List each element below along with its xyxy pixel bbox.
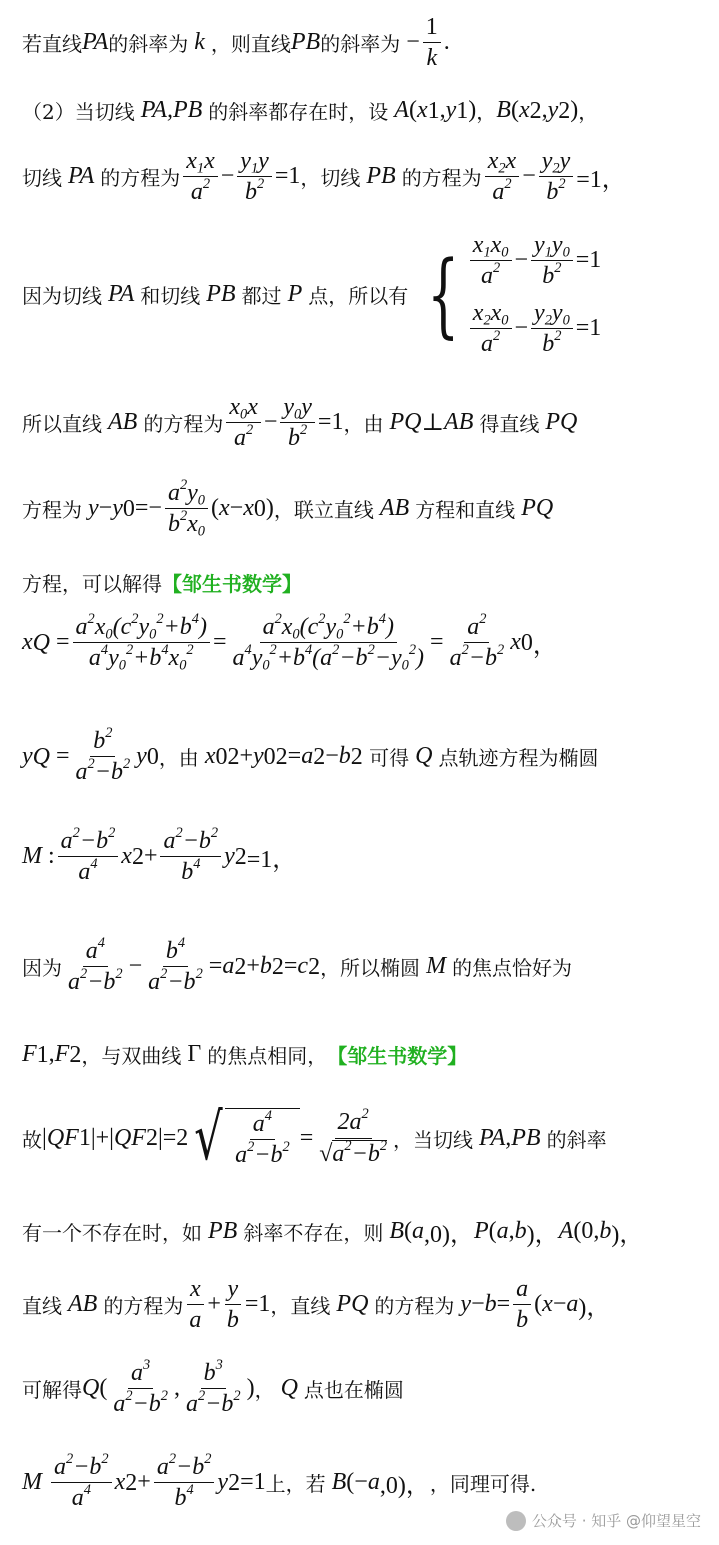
- text: 可得: [369, 746, 410, 771]
- fraction: $\frac{a^2-b^2}{b^4}$: [160, 828, 221, 886]
- text: ，直线: [270, 1294, 331, 1319]
- fraction: $\frac{a^2x_0(c^2y_0^2+b^4)}{a^4y_0^2+b^4(a^2-b^2-y_0^2)}$: [232, 611, 425, 674]
- line-7: [22, 568, 302, 597]
- text: 切线: [22, 166, 62, 191]
- text: 点，所以有: [308, 284, 409, 309]
- line-9: y Q = $\frac{b^2}{a^2-b^2}$ y 0 ，由 x 0 2 + y 0 2 = a 2 − b 2 可得 Q 点轨迹方程为椭圆: [22, 725, 599, 786]
- text: 的焦点恰好为: [452, 956, 573, 981]
- line-3: 切线 PA 的方程为 $\frac{x_1x}{a^2}$ − $\frac{y_1y}{b^2}$ =1 ，切线 PB 的方程为 $\frac{x_2x}{a^2}$ − $\frac{y_2y}{b^2}$ =1，: [22, 148, 626, 206]
- text: 因为切线: [22, 284, 102, 309]
- text: 的斜率都存在时，设: [208, 100, 389, 124]
- line-15: 直线 AB 的方程为 $\frac{x}{a}$ + $\frac{y}{b}$ =1 ，直线 PQ 的方程为 y − b = $\frac{a}{b}$ ( x − a )，: [22, 1276, 611, 1334]
- text: 的方程为: [401, 166, 482, 191]
- fraction: $\frac{x_0x}{a^2}$: [226, 394, 261, 452]
- text: 所以直线: [22, 412, 102, 437]
- fraction: $\frac{y_2y}{b^2}$: [539, 148, 574, 206]
- text: ，同理可得.: [429, 1472, 537, 1497]
- equation-system: { $\frac{x_1x_0}{a^2}$ − $\frac{y_1y_0}{b^2}$ =1 $\frac{x_2x_0}{a^2}$ − $\frac{y_2y_0}{b^2}$ =1: [427, 232, 602, 358]
- fraction: $\frac{a^2-b^2}{b^4}$: [154, 1454, 215, 1512]
- text: 都过: [241, 284, 282, 309]
- line-17: M $\frac{a^2-b^2}{a^4}$ x 2 + $\frac{a^2-b^2}{b^4}$ y 2 =1 上，若 B (− a ,0)， ，同理可得.: [22, 1451, 537, 1512]
- text: 和切线: [140, 284, 201, 309]
- text: 的斜率: [546, 1127, 607, 1152]
- text: 的斜率为: [320, 32, 401, 57]
- fraction: $\frac{a^4}{a^2-b^2}$: [68, 935, 123, 996]
- fraction: $\frac{a^2}{a^2-b^2}$: [449, 611, 505, 672]
- text: 因为: [22, 956, 62, 981]
- text: 的方程为: [100, 166, 181, 191]
- fraction: $\frac{y}{b}$: [224, 1276, 242, 1334]
- text: ，由: [158, 746, 199, 771]
- fraction: $\frac{b^4}{a^2-b^2}$: [148, 935, 203, 996]
- fraction: $\frac{b^2}{a^2-b^2}$: [75, 725, 131, 786]
- text: 直线: [22, 1294, 62, 1319]
- fraction: $\frac{y_0y}{b^2}$: [280, 394, 315, 452]
- line-13: 故 | QF 1 |+| QF 2 |=2 √ $\frac{a^4}{a^2-b^2}$ = $\frac{2a^2}{√a^2-b^2}$ ，当切线 PA,PB 的斜率: [22, 1101, 607, 1175]
- text: 可解得: [22, 1378, 82, 1403]
- line-16: 可解得 Q ( $\frac{a^3}{a^2-b^2}$ , $\frac{b^3}{a^2-b^2}$ ) ， Q 点也在椭圆: [22, 1357, 404, 1418]
- fraction: $\frac{b^3}{a^2-b^2}$: [185, 1357, 241, 1418]
- text: ，则直线: [210, 32, 291, 57]
- text: 点轨迹方程为椭圆: [438, 746, 599, 771]
- text: 的斜率为: [108, 32, 189, 57]
- text: 有一个不存在时，如: [22, 1221, 202, 1245]
- text: 斜率不存在，则: [243, 1221, 384, 1245]
- line-4: 因为切线 PA 和切线 PB 都过 P 点，所以有 { $\frac{x_1x_0}{a^2}$ − $\frac{y_1y_0}{b^2}$ =1 $\frac{x_2x_0}{a^2}$ − $\frac{y_2y_0}{b^2}$ =1: [22, 232, 602, 358]
- line-10: M : $\frac{a^2-b^2}{a^4}$ x 2 + $\frac{a^2-b^2}{b^4}$ y 2 =1，: [22, 825, 297, 886]
- line-14: 有一个不存在时，如 PB 斜率不存在，则 B ( a ,0)， P ( a , b )， A (0, b )，: [22, 1218, 644, 1248]
- line-8: x Q = $\frac{a^2x_0(c^2y_0^2+b^4)}{a^4y_0^2+b^4x_0^2}$ = $\frac{a^2x_0(c^2y_0^2+b^4)}{a^4y_0^2+b^4(a^2-b^2-y_0^2)}$ = $\frac{a^2}{a^2-b^2}$ x 0 ，: [22, 611, 557, 674]
- text: ，联立直线: [273, 498, 374, 523]
- text: 方程为: [22, 498, 82, 523]
- text: ，当切线: [393, 1127, 474, 1152]
- watermark: [506, 1510, 701, 1531]
- fraction: $\frac{a^3}{a^2-b^2}$: [113, 1357, 168, 1418]
- fraction: $\frac{a^2y_0}{b^2x_0}$: [165, 480, 208, 538]
- text: ，切线: [300, 166, 361, 191]
- text: ，: [254, 1378, 275, 1403]
- text: ，与双曲线: [81, 1044, 182, 1068]
- text: 方程和直线: [415, 498, 516, 523]
- text: ，所以椭圆: [320, 956, 421, 981]
- line-5: 所以直线 AB 的方程为 $\frac{x_0x}{a^2}$ − $\frac{y_0y}{b^2}$ =1 ，由 PQ ⊥ AB 得直线 PQ: [22, 394, 578, 452]
- fraction: $\frac{a^2-b^2}{a^4}$: [51, 1454, 112, 1512]
- highlight-tag: 【邹生书数学】: [162, 572, 302, 596]
- line-6: 方程为 y − y 0 =− $\frac{a^2y_0}{b^2x_0}$ ( x − x 0 ) ，联立直线 AB 方程和直线 PQ: [22, 477, 554, 540]
- text: 方程，可以解得: [22, 572, 162, 596]
- fraction: $\frac{x}{a}$: [186, 1276, 204, 1334]
- fraction: $\frac{a^2-b^2}{a^4}$: [58, 828, 119, 886]
- text: 的方程为: [103, 1294, 184, 1319]
- text: ，由: [343, 412, 384, 437]
- line-1: 若直线 PA 的斜率为 k ，则直线 PB 的斜率为 − $\frac{1}{k}$ .: [22, 14, 450, 72]
- wechat-icon: [506, 1511, 526, 1531]
- highlight-tag: 【邹生书数学】: [327, 1044, 468, 1068]
- fraction: $\frac{1}{k}$: [423, 14, 441, 72]
- fraction: $\frac{a^2x_0(c^2y_0^2+b^4)}{a^4y_0^2+b^4x_0^2}$: [73, 614, 210, 672]
- text: 的方程为: [143, 412, 224, 437]
- text: 若直线: [22, 32, 82, 57]
- fraction: $\frac{x_2x}{a^2}$: [485, 148, 520, 206]
- text: 的焦点相同，: [207, 1044, 328, 1068]
- text: 得直线: [479, 412, 540, 437]
- text: 故: [22, 1127, 42, 1152]
- square-root: √ $\frac{a^4}{a^2-b^2}$: [188, 1106, 299, 1170]
- line-11: 因为 $\frac{a^4}{a^2-b^2}$ − $\frac{b^4}{a^2-b^2}$ = a 2 + b 2 = c 2 ，所以椭圆 M 的焦点恰好为: [22, 935, 573, 996]
- text: 的方程为: [374, 1294, 455, 1319]
- text: （2）当切线: [22, 100, 135, 124]
- watermark-text: 公众号 · 知乎 @仰望星空: [531, 1512, 701, 1530]
- fraction: $\frac{x_1x}{a^2}$: [183, 148, 218, 206]
- fraction: $\frac{a}{b}$: [513, 1276, 531, 1334]
- line-12: F 1 , F 2 ，与双曲线 Γ 的焦点相同， 【邹生书数学】: [22, 1041, 468, 1068]
- line-2: （2）当切线 PA,PB 的斜率都存在时，设 A ( x 1 , y 1 ) ， B ( x 2 , y 2 ) ，: [22, 97, 599, 124]
- text: 点也在椭圆: [303, 1378, 404, 1403]
- text: 上，若: [265, 1472, 326, 1497]
- fraction: $\frac{2a^2}{√a^2-b^2}$: [319, 1106, 388, 1167]
- fraction: $\frac{y_1y}{b^2}$: [237, 148, 272, 206]
